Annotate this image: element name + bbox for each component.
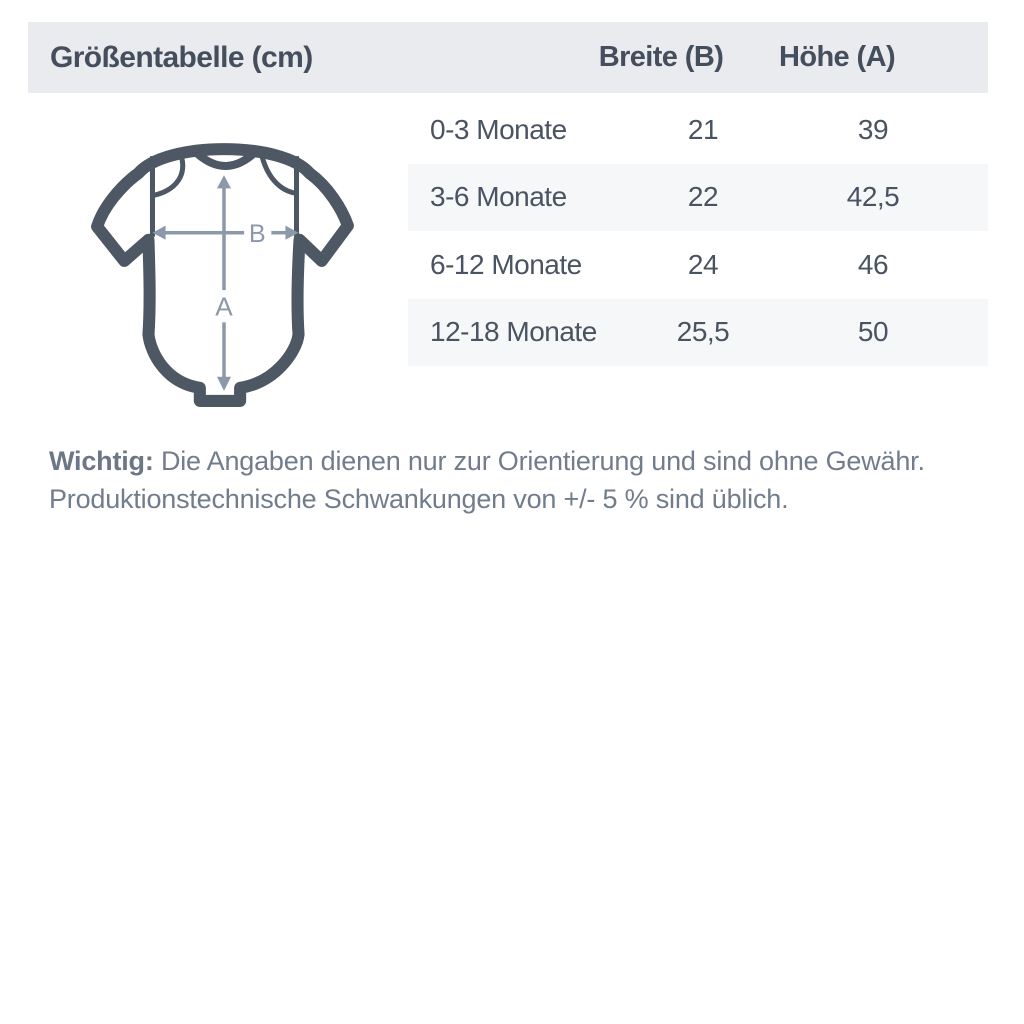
row-label: 6-12 Monate <box>430 248 582 280</box>
disclaimer-text-1: Die Angaben dienen nur zur Orientierung und sind ohne Gewähr. <box>160 446 925 476</box>
row-hoehe-value: 39 <box>857 113 889 145</box>
size-chart-title: Größentabelle (cm) <box>50 40 313 74</box>
height-arrow <box>215 175 233 391</box>
disclaimer-note <box>49 442 979 518</box>
row-label: 3-6 Monate <box>430 181 567 213</box>
size-table <box>408 96 988 366</box>
height-label: A <box>215 291 233 322</box>
table-row <box>408 299 988 367</box>
row-hoehe-value: 50 <box>857 316 889 348</box>
row-breite-value: 21 <box>687 113 719 145</box>
row-label: 0-3 Monate <box>430 113 567 145</box>
width-label: B <box>248 219 266 248</box>
disclaimer-bold: Wichtig: <box>49 446 154 476</box>
table-header-bar <box>28 22 988 93</box>
bodysuit-icon <box>83 133 365 415</box>
disclaimer-line-2: Produktionstechnische Schwankungen von +/- 5 % sind üblich. <box>49 484 789 514</box>
column-header-breite: Breite (B) <box>598 41 724 73</box>
column-header-hoehe: Höhe (A) <box>778 41 895 73</box>
row-label: 12-18 Monate <box>430 316 597 348</box>
bodysuit-measurement-diagram <box>83 133 365 415</box>
row-breite-value: 24 <box>687 248 719 280</box>
row-hoehe-value: 46 <box>857 248 889 280</box>
disclaimer-line-1 <box>49 442 979 480</box>
row-breite-value: 25,5 <box>676 316 730 348</box>
row-breite-value: 22 <box>687 181 719 213</box>
table-row <box>408 164 988 232</box>
table-row <box>408 231 988 299</box>
table-row <box>408 96 988 164</box>
row-hoehe-value: 42,5 <box>846 181 900 213</box>
